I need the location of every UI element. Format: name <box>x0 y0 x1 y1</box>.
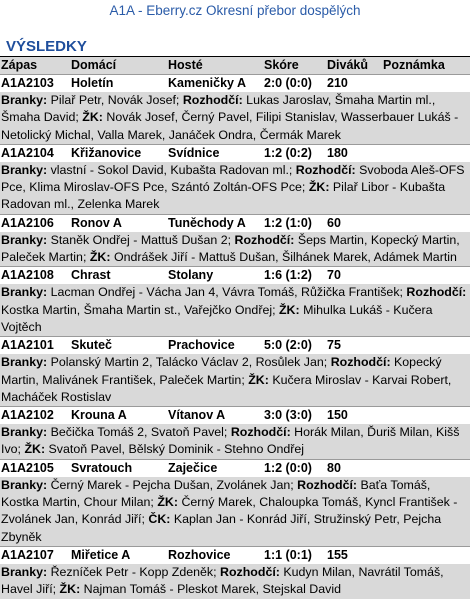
goals-label: Branky: <box>1 425 48 440</box>
score: 1:2 (1:0) <box>264 215 312 230</box>
referees-text: Kostka Martin, Šmaha Martin st., Vařejčko Ondřej; <box>1 302 276 317</box>
referees-text: Svoboda Aleš-OFS Pce, Klima Miroslav-OFS Pce, Szántó Zoltán-OFS Pce; <box>1 162 465 195</box>
note <box>383 145 470 162</box>
column-header-spectators: Diváků <box>327 58 368 72</box>
referees-text: Šeps Martin, Kopecký Martin, Paleček Martin; <box>1 232 460 265</box>
match-block <box>0 214 470 267</box>
spectators: 70 <box>327 268 341 283</box>
match-id: A1A2101 <box>1 338 54 353</box>
referees-text: Baťa Tomáš, Kostka Martin, Chour Milan; <box>1 477 431 510</box>
yellow-cards-label: ŽK: <box>308 180 330 195</box>
goals-label: Branky: <box>1 162 48 177</box>
match-id: A1A2107 <box>1 547 54 562</box>
referees-text: Horák Milan, Ďuriš Milan, Kišš Ivo; <box>1 425 460 457</box>
match-details <box>0 284 470 336</box>
column-header-score: Skóre <box>264 58 299 72</box>
note <box>383 337 470 354</box>
table-header <box>0 56 470 74</box>
yellow-cards-text: Mihulka Lukáš - Kučera Vojtěch <box>1 302 433 334</box>
match-details <box>0 477 470 546</box>
goals-label: Branky: <box>1 93 48 107</box>
page-title: A1A - Eberry.cz Okresní přebor dospělých <box>109 3 361 18</box>
match-details <box>0 424 470 459</box>
yellow-cards-label: ŽK: <box>59 582 81 597</box>
score: 1:6 (1:2) <box>264 268 312 283</box>
home-team: Svratouch <box>71 460 133 475</box>
yellow-cards-label: ŽK: <box>248 372 269 387</box>
away-team: Vítanov A <box>168 408 226 423</box>
goals-label: Branky: <box>1 477 48 492</box>
yellow-cards-label: ŽK: <box>82 110 103 125</box>
home-team: Křižanovice <box>71 145 142 160</box>
match-details <box>0 232 470 267</box>
referees-label: Rozhodčí: <box>297 477 358 492</box>
spectators: 155 <box>327 547 348 562</box>
yellow-cards-text: Kučera Miroslav - Karvai Robert, Macháček Rostislav <box>1 372 452 404</box>
yellow-cards-text: Černý Marek, Chaloupka Tomáš, Kyncl František - Zvolánek Jan, Konrád Jiří; <box>1 495 458 527</box>
note <box>383 547 470 564</box>
home-team: Krouna A <box>71 408 127 423</box>
away-team: Stolany <box>168 268 214 283</box>
referees-label: Rozhodčí: <box>230 425 291 440</box>
match-row <box>0 460 470 477</box>
match-details <box>0 92 470 144</box>
referees-text: Kudyn Milan, Navrátil Tomáš, Havel Jiří; <box>1 564 444 597</box>
match-block <box>0 266 470 336</box>
section-title: VÝSLEDKY <box>6 38 87 55</box>
yellow-cards-text: Novák Josef, Černý Pavel, Filipi Stanislav, Wasserbauer Lukáš - Netolický Michal, Valla Marek, Janáček Ondra, Čermák Marek <box>1 110 459 142</box>
match-block <box>0 406 470 459</box>
spectators: 150 <box>327 408 348 423</box>
referees-text: Kopecký Martin, Malivánek František, Paleček Martin; <box>1 355 442 387</box>
score: 5:0 (2:0) <box>264 338 312 353</box>
match-id: A1A2103 <box>1 76 54 90</box>
away-team: Kameničky A <box>168 76 247 90</box>
match-row <box>0 267 470 284</box>
match-row <box>0 215 470 232</box>
match-id: A1A2108 <box>1 268 54 283</box>
home-team: Miřetice A <box>71 547 131 562</box>
match-id: A1A2106 <box>1 215 54 230</box>
goals-text: Černý Marek - Pejcha Dušan, Zvolánek Jan; <box>50 477 294 492</box>
column-header-home: Domácí <box>71 58 117 72</box>
home-team: Chrast <box>71 268 111 283</box>
away-team: Zaječice <box>168 460 218 475</box>
yellow-cards-text: Svatoň Pavel, Bělský Dominik - Stehno Ondřej <box>48 442 305 457</box>
referees-label: Rozhodčí: <box>234 232 295 247</box>
goals-text: vlastní - Sokol David, Kubašta Radovan ml.; <box>50 162 293 177</box>
red-cards-label: ČK: <box>148 512 171 527</box>
match-row <box>0 75 470 92</box>
match-id: A1A2102 <box>1 408 54 423</box>
home-team: Ronov A <box>71 215 122 230</box>
away-team: Rozhovice <box>168 547 231 562</box>
goals-text: Bečička Tomáš 2, Svatoň Pavel; <box>50 425 228 440</box>
match-details <box>0 564 470 599</box>
referees-label: Rozhodčí: <box>220 564 280 579</box>
column-header-away: Hosté <box>168 58 203 72</box>
column-header-note: Poznámka <box>383 58 445 72</box>
results-list <box>0 74 470 599</box>
yellow-cards-label: ŽK: <box>157 495 178 510</box>
note <box>383 460 470 477</box>
red-cards-text: Kaplan Jan - Konrád Jiří, Stružinský Petr, Pejcha Zbyněk <box>1 512 442 544</box>
goals-label: Branky: <box>1 232 48 247</box>
referees-label: Rozhodčí: <box>182 93 243 107</box>
away-team: Tuněchody A <box>168 215 246 230</box>
yellow-cards-label: ŽK: <box>24 442 46 457</box>
score: 2:0 (0:0) <box>264 76 312 90</box>
match-block <box>0 459 470 546</box>
home-team: Holetín <box>71 76 114 90</box>
match-row <box>0 547 470 564</box>
note <box>383 267 470 284</box>
goals-label: Branky: <box>1 564 48 579</box>
yellow-cards-text: Ondrášek Jiří - Mattuš Dušan, Šilhánek Marek, Adámek Martin <box>113 250 457 265</box>
goals-label: Branky: <box>1 285 48 300</box>
match-row <box>0 337 470 354</box>
spectators: 210 <box>327 76 348 90</box>
yellow-cards-text: Najman Tomáš - Pleskot Marek, Stejskal David <box>83 582 341 597</box>
spectators: 80 <box>327 460 341 475</box>
note <box>383 215 470 232</box>
referees-text: Lukas Jaroslav, Šmaha Martin ml., Šmaha David; <box>1 93 436 125</box>
match-row <box>0 145 470 162</box>
score: 1:2 (0:2) <box>264 145 312 160</box>
match-block <box>0 74 470 144</box>
referees-label: Rozhodčí: <box>330 355 391 370</box>
referees-label: Rozhodčí: <box>295 162 356 177</box>
spectators: 60 <box>327 215 341 230</box>
away-team: Prachovice <box>168 338 235 353</box>
spectators: 75 <box>327 338 341 353</box>
match-block <box>0 336 470 406</box>
goals-text: Polanský Martin 2, Talácko Václav 2, Rosůlek Jan; <box>50 355 328 370</box>
home-team: Skuteč <box>71 338 112 353</box>
note <box>383 75 470 92</box>
spectators: 180 <box>327 145 348 160</box>
match-row <box>0 407 470 424</box>
yellow-cards-text: Pilař Libor - Kubašta Radovan ml., Zelenka Marek <box>1 180 446 212</box>
match-id: A1A2104 <box>1 145 54 160</box>
score: 3:0 (3:0) <box>264 408 312 423</box>
away-team: Svídnice <box>168 145 220 160</box>
note <box>383 407 470 424</box>
referees-label: Rozhodčí: <box>406 285 467 300</box>
score: 1:1 (0:1) <box>264 547 312 562</box>
goals-label: Branky: <box>1 355 48 370</box>
score: 1:2 (0:0) <box>264 460 312 475</box>
goals-text: Pilař Petr, Novák Josef; <box>50 93 180 107</box>
match-block <box>0 546 470 599</box>
goals-text: Řezníček Petr - Kopp Zdeněk; <box>50 564 217 579</box>
yellow-cards-label: ŽK: <box>89 250 111 265</box>
column-header-match: Zápas <box>1 58 38 72</box>
match-details <box>0 354 470 406</box>
goals-text: Staněk Ondřej - Mattuš Dušan 2; <box>50 232 232 247</box>
match-id: A1A2105 <box>1 460 54 475</box>
goals-text: Lacman Ondřej - Vácha Jan 4, Vávra Tomáš, Růžička František; <box>50 285 403 300</box>
yellow-cards-label: ŽK: <box>278 302 300 317</box>
match-details <box>0 162 470 214</box>
match-block <box>0 144 470 214</box>
